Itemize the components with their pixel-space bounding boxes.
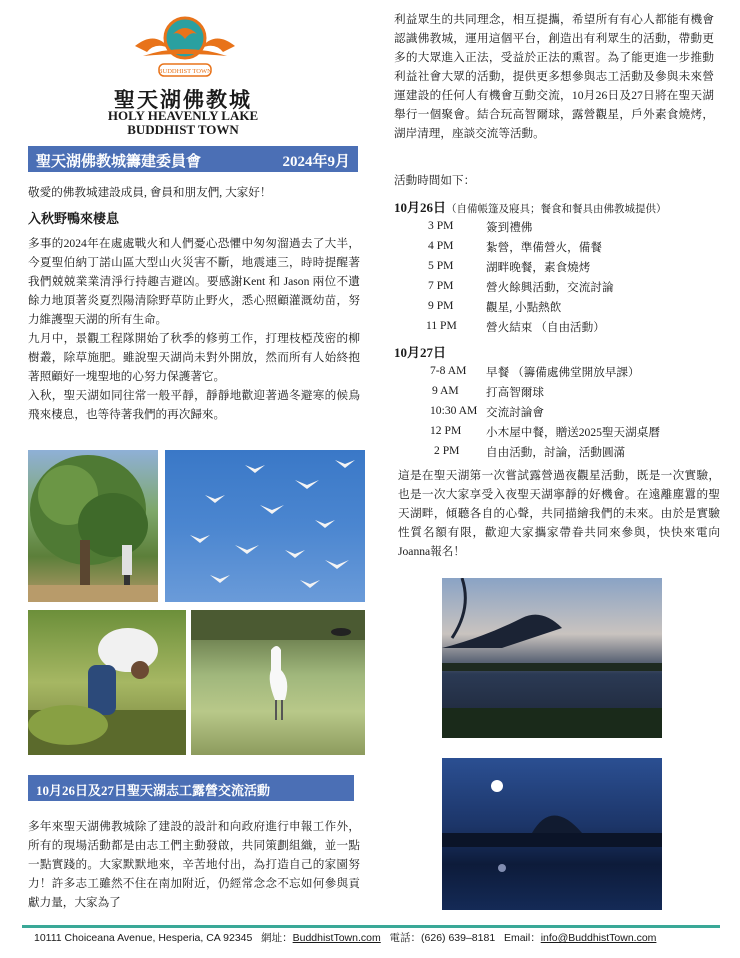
worker-photo	[28, 610, 186, 755]
event-banner	[28, 775, 354, 801]
footer-address: 10111 Choiceana Avenue, Hesperia, CA 92345	[34, 932, 253, 944]
footer-divider	[22, 925, 720, 928]
schedule-event: 紮營，準備營火，備餐	[486, 241, 602, 254]
schedule-event: 早餐 （籌備處佛堂開放早課）	[486, 366, 640, 379]
section2-body	[28, 817, 360, 912]
paragraph: 多事的2024年在處處戰火和人們憂心恐懼中匆匆溜過去了大半，今夏聖伯納丁諾山區大型山火災害不斷，地震連三，時時提醒著我們兢兢業業清淨行持趣吉避凶。要感謝Kent 和 Jason 兩位不遺餘力地頂著炎夏烈陽清除野草防止野火，悉心照顧灌溉幼苗，努力維護聖天湖的所有生命。	[28, 237, 360, 326]
night-lake-photo	[442, 758, 662, 910]
paragraph: 九月中，景觀工程隊開始了秋季的修剪工作，打理枝椏茂密的柳樹叢，除草施肥。雖說聖天湖尚未對外開放，然而所有人始終抱著照顧好一塊聖地的心努力保護著它。	[28, 332, 360, 383]
greeting: 敬愛的佛教城建設成員, 會員和朋友們, 大家好！	[28, 186, 272, 199]
day1-date: 10月26日	[394, 200, 447, 215]
schedule-event: 營火結束 （自由活動）	[486, 321, 605, 334]
footer	[34, 930, 724, 945]
footer-phone-label: 電話：	[389, 932, 422, 944]
schedule-time: 5 PM	[428, 259, 454, 272]
banner-title: 聖天湖佛教城籌建委員會	[36, 154, 202, 170]
egret-photo	[191, 610, 365, 755]
event-banner-title: 10月26日及27日聖天湖志工露營交流活動	[36, 783, 271, 798]
schedule-time: 7 PM	[428, 279, 454, 292]
schedule-title: 活動時間如下：	[394, 174, 476, 187]
org-name-english-line2: BUDDHIST TOWN	[127, 122, 239, 137]
email-link[interactable]: info@BuddhistTown.com	[540, 932, 657, 944]
closing-paragraph	[398, 466, 720, 561]
right-column-intro	[394, 10, 714, 143]
section-heading: 入秋野鴨來棲息	[28, 211, 120, 226]
org-name-chinese: 聖天湖佛教城	[114, 88, 252, 112]
schedule-event: 觀星, 小點熱飲	[486, 301, 562, 314]
section1-body	[28, 234, 360, 424]
schedule-event: 交流討論會	[486, 406, 544, 419]
day1-heading	[394, 197, 667, 216]
tree-trimming-photo	[28, 450, 158, 602]
schedule-time: 11 PM	[426, 319, 457, 332]
website-link[interactable]: BuddhistTown.com	[292, 932, 381, 944]
schedule-event: 打高智爾球	[486, 386, 544, 399]
footer-email-label: Email：	[503, 932, 541, 944]
schedule-time: 7-8 AM	[430, 364, 467, 377]
day2-heading	[394, 342, 446, 361]
paragraph: 這是在聖天湖第一次嘗試露營過夜觀星活動，既是一次實驗，也是一次大家享受入夜聖天湖寧靜的好機會。在遠離塵囂的聖天湖畔，傾聽各自的心聲，共同描繪我們的未來。由於是實驗性質名額有限，歡迎大家攜家帶眷共同來參與，快快來電向Joanna報名！	[398, 469, 720, 558]
schedule-time: 3 PM	[428, 219, 454, 232]
paragraph: 入秋，聖天湖如同往常一般平靜，靜靜地歡迎著過冬避寒的候鳥飛來棲息，也等待著我們的再次歸來。	[28, 389, 360, 421]
day2-date: 10月27日	[394, 345, 447, 360]
day1-note: （自備帳篷及寢具；餐食和餐具由佛教城提供）	[446, 204, 667, 215]
birds-photo	[165, 450, 365, 602]
paragraph: 利益眾生的共同理念，相互提攜，希望所有有心人都能有機會認識佛教城，運用這個平台，創造出有利眾生的活動，帶動更多的大眾進入正法，受益於正法的熏習。為了能更進一步推動利益社會大眾的活動，提供更多想參與志工活動及參與未來營運建設的任何人有機會互動交流，10月26日及27日將在聖天湖舉行一個聚會。結合玩高智爾球，露營觀星，戶外素食燒烤，湖岸清理，座談交流等活動。	[394, 13, 714, 140]
footer-web-label: 網址：	[261, 932, 293, 944]
schedule-event: 湖畔晚餐，素食燒烤	[486, 261, 591, 274]
sunset-lake-photo	[442, 578, 662, 738]
footer-phone: (626) 639–8181	[421, 932, 496, 944]
schedule-time: 9 PM	[428, 299, 454, 312]
schedule-event: 自由活動，討論，活動圓滿	[486, 446, 626, 459]
schedule-time: 10:30 AM	[430, 404, 478, 417]
schedule-time: 4 PM	[428, 239, 454, 252]
paragraph: 多年來聖天湖佛教城除了建設的設計和向政府進行申報工作外，所有的現場活動都是由志工們主動發啟，共同策劃組織，並一點一點實踐的。大家默默地來，辛苦地付出，為打造自己的家園努力！許多志工雖然不住在南加附近，仍經常念念不忘如何參與貢獻力量，大家為了	[28, 820, 360, 909]
org-name-english-line1: HOLY HEAVENLY LAKE	[107, 108, 259, 123]
schedule-event: 營火餘興活動，交流討論	[486, 281, 614, 294]
schedule-time: 12 PM	[430, 424, 462, 437]
schedule-time: 9 AM	[432, 384, 459, 397]
schedule-event: 小木屋中餐，贈送2025聖天湖桌曆	[486, 426, 660, 439]
buddhist-town-logo	[125, 12, 245, 82]
logo-label: BUDDHIST TOWN	[158, 68, 212, 75]
schedule-time: 2 PM	[434, 444, 460, 457]
banner-date: 2024年9月	[282, 154, 350, 170]
newsletter-banner	[28, 146, 358, 172]
schedule-event: 簽到禮佛	[486, 221, 533, 234]
